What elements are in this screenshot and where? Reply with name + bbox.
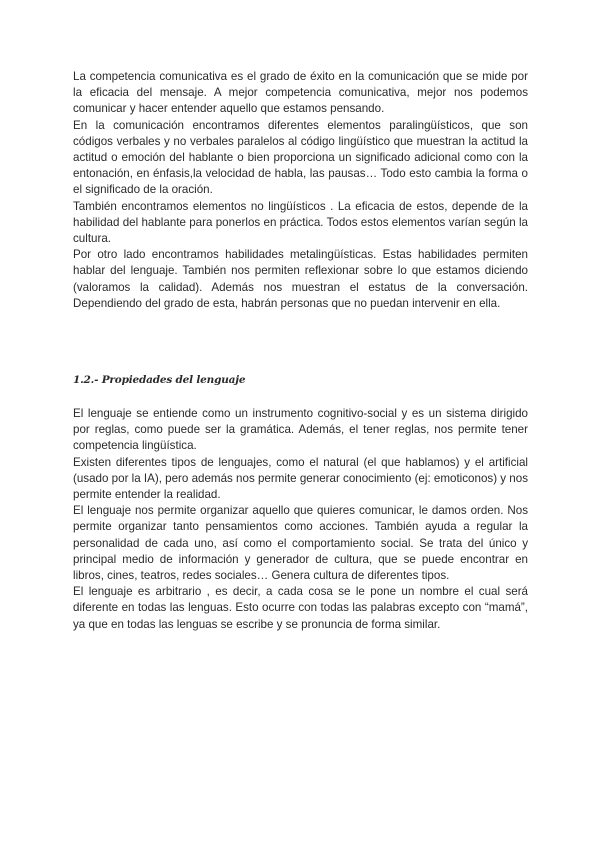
- paragraph: El lenguaje es arbitrario , es decir, a cada cosa se le pone un nombre el cual será diferente en todas las lenguas. Esto ocurre con todas las palabras excepto con “mamá”, ya que en todas las lenguas se escribe y se pronuncia de forma similar.: [73, 585, 528, 631]
- paragraph: Existen diferentes tipos de lenguajes, como el natural (el que hablamos) y el artificial (usado por la IA), pero además nos permite generar conocimiento (ej: emoticonos) y nos permite entender la realidad.: [73, 455, 528, 502]
- paragraph: También encontramos elementos no lingüísticos . La eficacia de estos, depende de la habilidad del hablante para ponerlos en práctica. Todos estos elementos varían según la cultura.: [73, 199, 528, 246]
- paragraph: El lenguaje se entiende como un instrumento cognitivo-social y es un sistema dirigido por reglas, como puede ser la gramática. Además, el tener reglas, nos permite tener competencia lingüística.: [73, 407, 528, 453]
- section-heading: 1.2.- Propiedades del lenguaje: [73, 374, 246, 386]
- paragraph: El lenguaje nos permite organizar aquello que quieres comunicar, le damos orden. Nos permite organizar tanto pensamientos como acciones. También ayuda a regular la personalidad de cada uno, así como el comportamiento social. Se trata del único y principal medio de información y generador de cultura, que se puede encontrar en libros, cines, teatros, redes sociales… Genera cultura de diferentes tipos.: [73, 504, 528, 583]
- paragraph: Por otro lado encontramos habilidades metalingüísticas. Estas habilidades permiten hablar del lenguaje. También nos permiten reflexionar sobre lo que estamos diciendo (valoramos la calidad). Además nos muestran el estatus de la conversación. Dependiendo del grado de esta, habrán personas que no puedan intervenir en ella.: [73, 248, 528, 310]
- intro-section: [73, 69, 528, 312]
- paragraph: La competencia comunicativa es el grado de éxito en la comunicación que se mide por la eficacia del mensaje. A mejor competencia comunicativa, mejor nos podemos comunicar y hacer entender aquello que estamos pensando.: [73, 70, 528, 116]
- paragraph: En la comunicación encontramos diferentes elementos paralingüísticos, que son códigos verbales y no verbales paralelos al código lingüístico que muestran la actitud la actitud o emoción del hablante o bien proporciona un significado adicional como con la entonación, en énfasis,la velocidad de habla, las pausas… Todo esto cambia la forma o el significado de la oración.: [73, 118, 528, 197]
- properties-section: [73, 406, 528, 633]
